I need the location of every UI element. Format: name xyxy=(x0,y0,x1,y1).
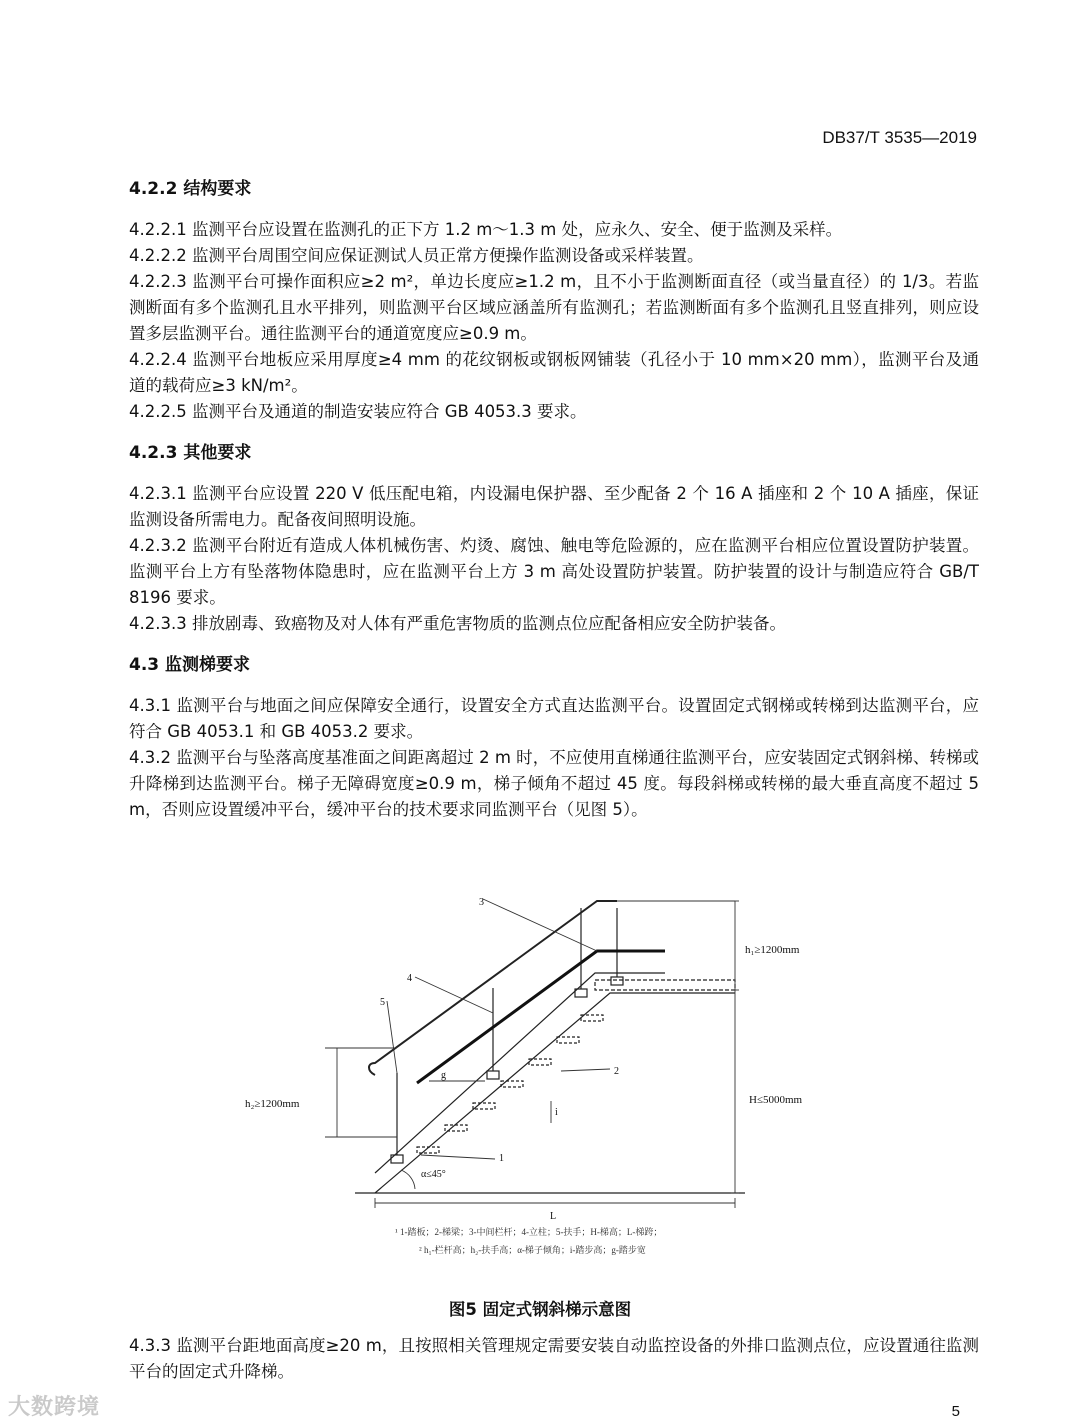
label-3: 3 xyxy=(479,897,484,908)
figure-legend-line-2: ² h₁-栏杆高；h₂-扶手高；α-梯子倾角；i-踏步高；g-踏步宽 xyxy=(419,1245,646,1255)
post-base xyxy=(611,977,623,985)
section-heading: 4.2.2 结构要求 xyxy=(129,179,252,199)
clause-4-2-2-2: 4.2.2.2 监测平台周围空间应保证测试人员正常方便操作监测设备或采样装置。 xyxy=(129,246,704,265)
clause-4-2-3-3: 4.2.3.3 排放剧毒、致癌物及对人体有严重危害物质的监测点位应配备相应安全防护装备。 xyxy=(129,614,786,633)
clause-4-2-2-5: 4.2.2.5 监测平台及通道的制造安装应符合 GB 4053.3 要求。 xyxy=(129,402,587,421)
clause-4-3-2: 4.3.2 监测平台与坠落高度基准面之间距离超过 2 m 时，不应使用直梯通往监测平台，应安装固定式钢斜梯、转梯或升降梯到达监测平台。梯子无障碍宽度≥0.9 m，梯子倾角不超过 45 度。每段斜梯或转梯的最大垂直高度不超过 5 m，否则应设置缓冲平台，缓冲平台的技术要求同监测平台（见图 5）。 xyxy=(129,748,979,819)
label-h: H≤5000mm xyxy=(749,1094,803,1106)
label-alpha: α≤45° xyxy=(421,1169,446,1180)
clause-4-2-3-2: 4.2.3.2 监测平台附近有造成人体机械伤害、灼烫、腐蚀、触电等危险源的，应在监测平台相应位置设置防护装置。监测平台上方有坠落物体隐患时，应在监测平台上方 3 m 高处设置防护装置。防护装置的设计与制造应符合 GB/T 8196 要求。 xyxy=(129,536,979,607)
label-4: 4 xyxy=(407,973,412,984)
figure-caption: 图5 固定式钢斜梯示意图 xyxy=(448,1300,632,1319)
clause-4-2-2-3: 4.2.2.3 监测平台可操作面积应≥2 m²，单边长度应≥1.2 m，且不小于监测断面直径（或当量直径）的 1/3。若监测断面有多个监测孔且水平排列，则监测平台区域应涵盖所有监测孔；若监测断面有多个监测孔且竖直排列，则应设置多层监测平台。通往监测平台的通道宽度应≥0.9 m。 xyxy=(129,272,979,343)
post-base xyxy=(487,1071,499,1079)
stringer-top-outline xyxy=(375,973,665,1173)
label-h2: h₂≥1200mm xyxy=(245,1098,300,1110)
tread xyxy=(557,1037,579,1043)
label-i: i xyxy=(555,1107,558,1118)
clause-4-3-3: 4.3.3 监测平台距地面高度≥20 m，且按照相关管理规定需要安装自动监控设备的外排口监测点位，应设置通往监测平台的固定式升降梯。 xyxy=(129,1336,979,1381)
section-heading: 4.2.3 其他要求 xyxy=(129,443,252,463)
standard-code: DB37/T 3535—2019 xyxy=(822,128,977,147)
stringer-bottom-outline xyxy=(375,993,665,1193)
middle-rail xyxy=(417,951,665,1083)
clause-4-2-3-1: 4.2.3.1 监测平台应设置 220 V 低压配电箱，内设漏电保护器、至少配备 2 个 16 A 插座和 2 个 10 A 插座，保证监测设备所需电力。配备夜间照明设施。 xyxy=(129,484,979,529)
leader-line xyxy=(415,977,493,1013)
section-4-3 xyxy=(129,652,979,823)
leader-line xyxy=(387,1001,397,1073)
tread xyxy=(581,1015,603,1021)
leader-line xyxy=(561,1069,610,1071)
label-5: 5 xyxy=(380,997,385,1008)
document-body xyxy=(129,176,979,823)
section-4-2-2 xyxy=(129,176,979,425)
label-l: L xyxy=(550,1211,557,1222)
leader-line xyxy=(421,1155,495,1159)
label-1: 1 xyxy=(499,1153,504,1164)
section-4-2-3 xyxy=(129,440,979,637)
clause-4-3-1: 4.3.1 监测平台与地面之间应保障安全通行，设置安全方式直达监测平台。设置固定式钢梯或转梯到达监测平台，应符合 GB 4053.1 和 GB 4053.2 要求。 xyxy=(129,696,979,741)
section-heading: 4.3 监测梯要求 xyxy=(129,655,251,675)
clause-4-2-2-1: 4.2.2.1 监测平台应设置在监测孔的正下方 1.2 m～1.3 m 处，应永久、安全、便于监测及采样。 xyxy=(129,220,843,239)
figure-legend-line-1: ¹ 1-踏板；2-梯梁；3-中间栏杆；4-立柱；5-扶手；H-梯高；L-梯跨； xyxy=(395,1227,663,1237)
clause-4-2-2-4: 4.2.2.4 监测平台地板应采用厚度≥4 mm 的花纹钢板或钢板网铺装（孔径小于 10 mm×20 mm），监测平台及通道的载荷应≥3 kN/m²。 xyxy=(129,350,979,395)
angle-arc xyxy=(401,1170,415,1189)
label-h1: h₁≥1200mm xyxy=(745,944,800,956)
stair-diagram xyxy=(225,893,825,1263)
watermark: 大数跨境 xyxy=(8,1395,101,1420)
page-number: 5 xyxy=(951,1403,960,1420)
label-2: 2 xyxy=(614,1066,619,1077)
tread xyxy=(501,1081,523,1087)
label-g: g xyxy=(441,1070,446,1081)
